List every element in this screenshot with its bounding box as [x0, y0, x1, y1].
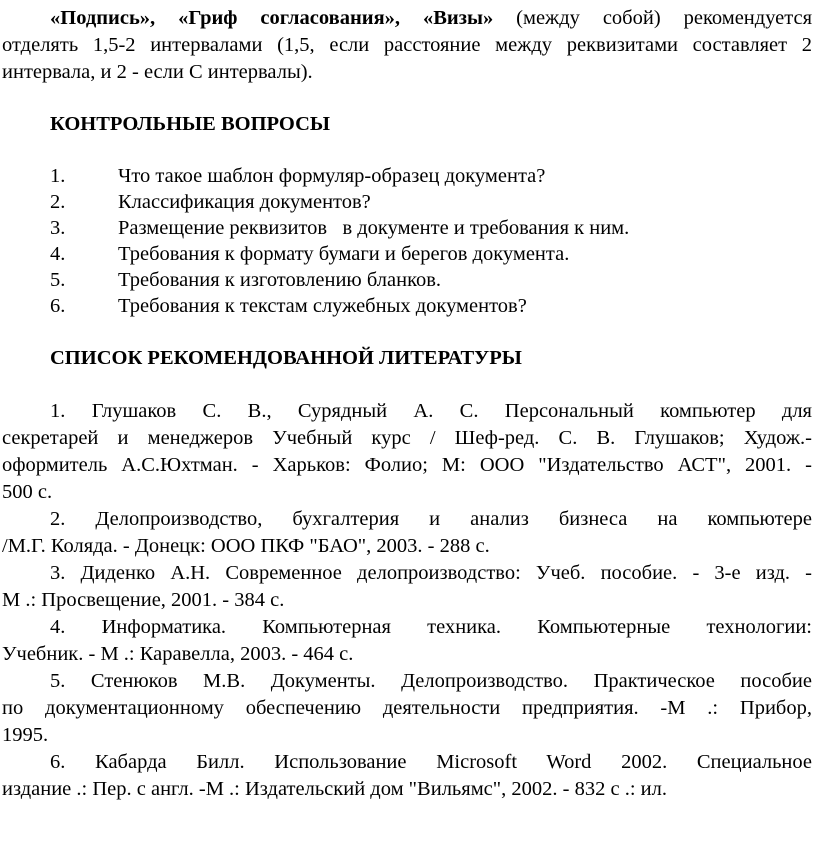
literature-line: 4. Информатика. Компьютерная техника. Компьютерные технологии:	[50, 616, 812, 638]
literature-heading: СПИСОК РЕКОМЕНДОВАННОЙ ЛИТЕРАТУРЫ	[50, 347, 522, 369]
literature-line: /М.Г. Коляда. - Донецк: ООО ПКФ "БАО", 2003. - 288 с.	[2, 535, 490, 557]
question-number: 2.	[50, 191, 66, 213]
question-number: 4.	[50, 243, 66, 265]
question-text: Классификация документов?	[118, 191, 371, 213]
literature-line: секретарей и менеджеров Учебный курс / Шеф-ред. С. В. Глушаков; Худож.-	[2, 427, 812, 449]
intro-line-2: отделять 1,5-2 интервалами (1,5, если расстояние между реквизитами составляет 2	[2, 34, 812, 56]
literature-line: Учебник. - М .: Каравелла, 2003. - 464 с.	[2, 643, 354, 665]
literature-line: по документационному обеспечению деятельности предприятия. -М .: Прибор,	[2, 697, 812, 719]
questions-heading: КОНТРОЛЬНЫЕ ВОПРОСЫ	[50, 113, 331, 135]
question-number: 3.	[50, 217, 66, 239]
intro-line-1-rest: (между собой) рекомендуется	[493, 7, 813, 29]
question-text: Требования к текстам служебных документов?	[118, 295, 527, 317]
question-number: 1.	[50, 165, 66, 187]
literature-line: 1. Глушаков С. В., Сурядный А. С. Персональный компьютер для	[50, 400, 812, 422]
intro-bold-terms: «Подпись», «Гриф согласования», «Визы»	[50, 7, 494, 29]
literature-line: М .: Просвещение, 2001. - 384 с.	[2, 589, 285, 611]
literature-line: издание .: Пер. с англ. -М .: Издательский дом "Вильямс", 2002. - 832 с .: ил.	[2, 778, 667, 800]
question-text: Требования к формату бумаги и берегов документа.	[118, 243, 570, 265]
question-text: Размещение реквизитов в документе и требования к ним.	[118, 217, 630, 239]
question-number: 5.	[50, 269, 66, 291]
literature-line: 500 с.	[2, 481, 53, 503]
intro-line-1	[50, 5, 812, 32]
intro-line-3: интервала, и 2 - если С интервалы).	[2, 61, 313, 83]
literature-line: 5. Стенюков М.В. Документы. Делопроизводство. Практическое пособие	[50, 670, 812, 692]
literature-line: 1995.	[2, 724, 49, 746]
literature-line: 3. Диденко А.Н. Современное делопроизводство: Учеб. пособие. - 3-е изд. -	[50, 562, 812, 584]
question-text: Требования к изготовлению бланков.	[118, 269, 442, 291]
literature-line: 6. Кабарда Билл. Использование Microsoft Word 2002. Специальное	[50, 751, 812, 773]
literature-line: 2. Делопроизводство, бухгалтерия и анализ бизнеса на компьютере	[50, 508, 812, 530]
literature-line: оформитель А.С.Юхтман. - Харьков: Фолио; М: ООО "Издательство АСТ", 2001. -	[2, 454, 812, 476]
question-number: 6.	[50, 295, 66, 317]
question-text: Что такое шаблон формуляр-образец документа?	[118, 165, 546, 187]
